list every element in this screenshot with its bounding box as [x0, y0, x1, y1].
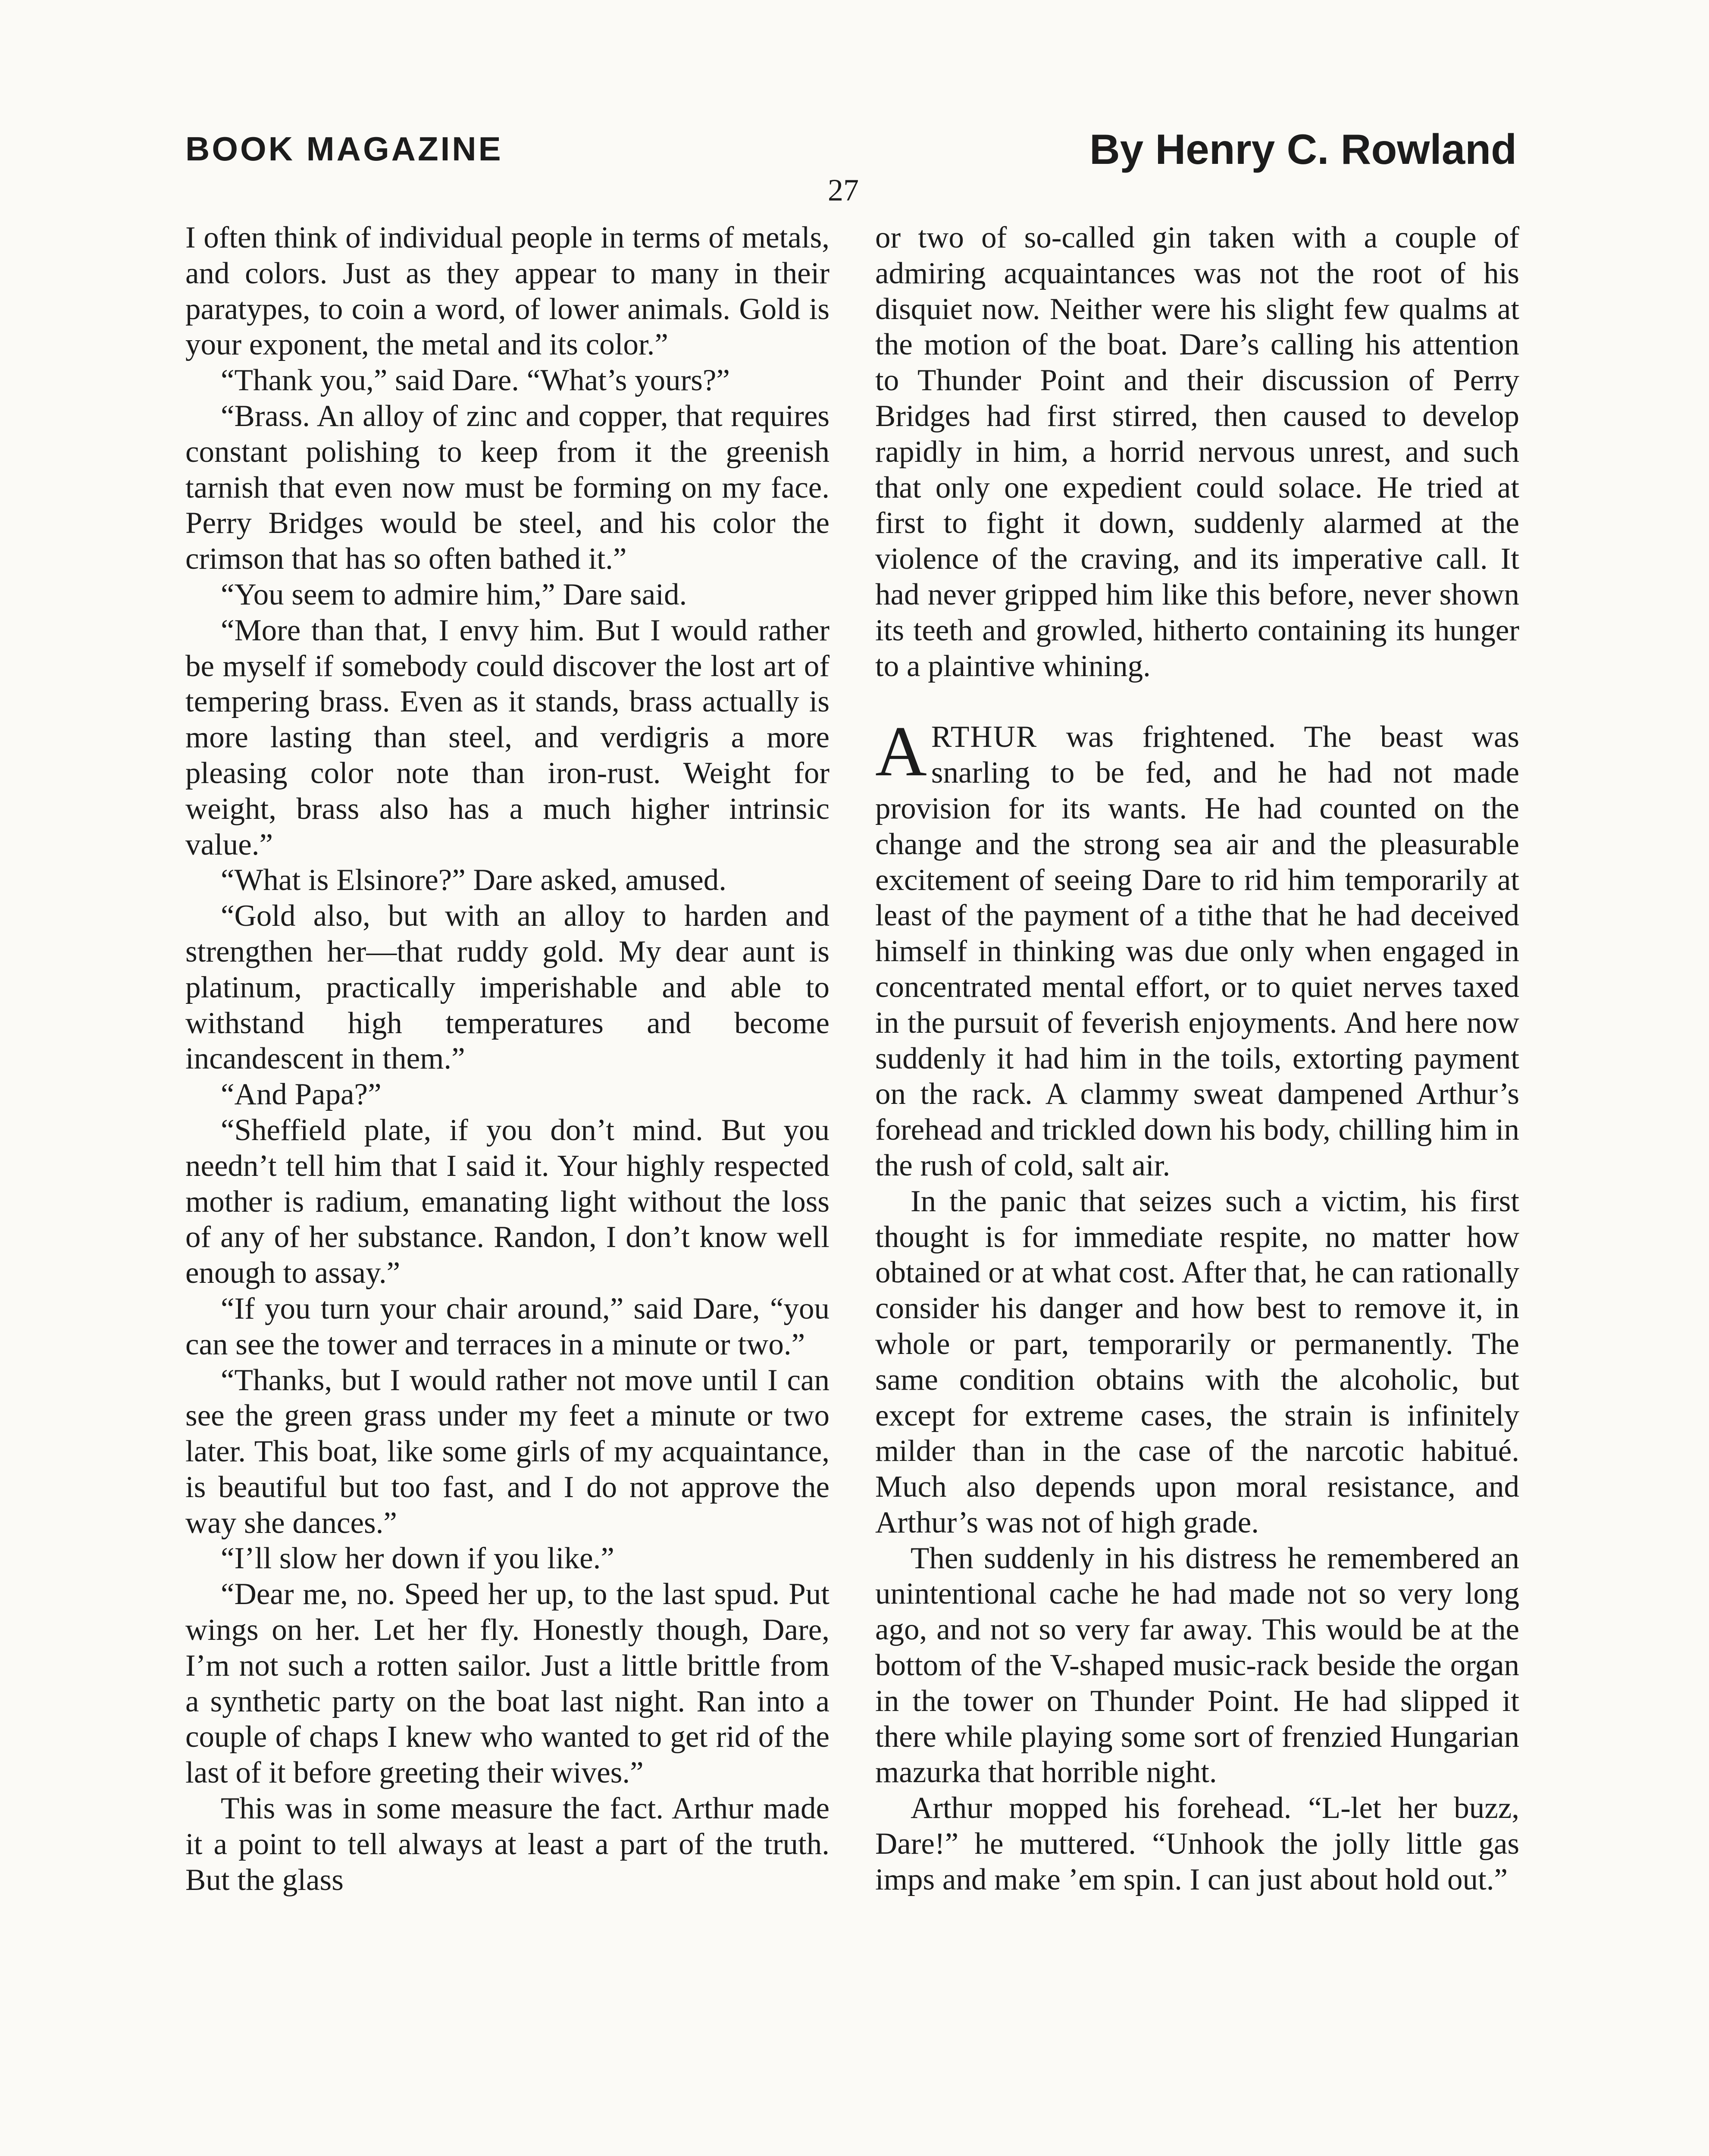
paragraph: “Gold also, but with an alloy to harden and strengthen her—that ruddy gold. My dear aunt is platinum, practically imperishable and able to withstand high temperatures and become incandescent in them.”	[185, 899, 829, 1076]
small-caps-lead: RTHUR	[931, 720, 1038, 754]
paragraph: “Brass. An alloy of zinc and copper, that requires constant polishing to keep from it the greenish tarnish that even now must be forming on my face. Perry Bridges would be steel, and his color the crimson that has so often bathed it.”	[185, 399, 829, 576]
left-column	[185, 220, 829, 1898]
section-opening-paragraph	[875, 711, 1519, 1183]
paragraph: or two of so-called gin taken with a couple of admiring acquaintances was not the root of his disquiet now. Neither were his slight few qualms at the motion of the boat. Dare’s calling his attention to Thunder Point and their discussion of Perry Bridges had first stirred, then caused to develop rapidly in him, a horrid nervous unrest, and such that only one expedient could solace. He tried at first to fight it down, suddenly alarmed at the violence of the craving, and its imperative call. It had never gripped him like this before, never shown its teeth and growled, hitherto containing its hunger to a plaintive whining.	[875, 221, 1519, 683]
paragraph: “And Papa?”	[221, 1078, 382, 1112]
paragraph: This was in some measure the fact. Arthur made it a point to tell always at least a part of the truth. But the glass	[185, 1792, 829, 1897]
paragraph: “What is Elsinore?” Dare asked, amused.	[221, 863, 726, 897]
author-byline: By Henry C. Rowland	[1089, 125, 1517, 173]
paragraph: “You seem to admire him,” Dare said.	[221, 577, 687, 611]
drop-cap: A	[875, 711, 927, 791]
paragraph: Arthur mopped his forehead. “L-let her buzz, Dare!” he muttered. “Unhook the jolly little gas imps and make ’em spin. I can just about hold out.”	[875, 1791, 1519, 1896]
magazine-title: BOOK MAGAZINE	[185, 130, 503, 168]
paragraph: “More than that, I envy him. But I would rather be myself if somebody could discover the lost art of tempering brass. Even as it stands, brass actually is more lasting than steel, and verdigris a more pleasing color note than iron-rust. Weight for weight, brass also has a much higher intrinsic value.”	[185, 613, 829, 862]
paragraph: “If you turn your chair around,” said Dare, “you can see the tower and terraces in a minute or two.”	[185, 1291, 829, 1361]
paragraph: “Sheffield plate, if you don’t mind. But you needn’t tell him that I said it. Your highly respected mother is radium, emanating light without the loss of any of her substance. Randon, I don’t know well enough to assay.”	[185, 1113, 829, 1290]
right-column	[875, 220, 1519, 1898]
paragraph: Then suddenly in his distress he remembered an unintentional cache he had made not so very long ago, and not so very far away. This would be at the bottom of the V-shaped music-rack beside the organ in the tower on Thunder Point. He had slipped it there while playing some sort of frenzied Hungarian mazurka that horrible night.	[875, 1541, 1519, 1789]
paragraph: I often think of individual people in terms of metals, and colors. Just as they appear to many in their paratypes, to coin a word, of lower animals. Gold is your exponent, the metal and its color.”	[185, 221, 829, 362]
paragraph: “I’ll slow her down if you like.”	[221, 1542, 614, 1576]
paragraph-text: was frightened. The beast was snarling to be fed, and he had not made provision for its wants. He had counted on the change and the strong sea air and the pleasurable excitement of seeing Dare to rid him temporarily at least of the payment of a tithe that he had deceived himself in thinking was due only when engaged in concentrated mental effort, or to quiet nerves taxed in the pursuit of feverish enjoyments. And here now suddenly it had him in the toils, extorting payment on the rack. A clammy sweat dampened Arthur’s forehead and trickled down his body, chilling him in the rush of cold, salt air.	[875, 720, 1519, 1182]
paragraph: In the panic that seizes such a victim, his first thought is for immediate respite, no matter how obtained or at what cost. After that, he can rationally consider his danger and how best to remove it, in whole or part, temporarily or permanently. The same condition obtains with the alcoholic, but except for extreme cases, the strain is infinitely milder than in the case of the narcotic habitué. Much also depends upon moral resistance, and Arthur’s was not of high grade.	[875, 1184, 1519, 1539]
paragraph: “Thank you,” said Dare. “What’s yours?”	[221, 364, 730, 398]
paragraph: “Dear me, no. Speed her up, to the last spud. Put wings on her. Let her fly. Honestly though, Dare, I’m not such a rotten sailor. Just a little brittle from a synthetic party on the boat last night. Ran into a couple of chaps I knew who wanted to get rid of the last of it before greeting their wives.”	[185, 1577, 829, 1790]
page-number: 27	[828, 173, 859, 207]
paragraph: “Thanks, but I would rather not move until I can see the green grass under my feet a minute or two later. This boat, like some girls of my acquaintance, is beautiful but too fast, and I do not approve the way she dances.”	[185, 1363, 829, 1540]
